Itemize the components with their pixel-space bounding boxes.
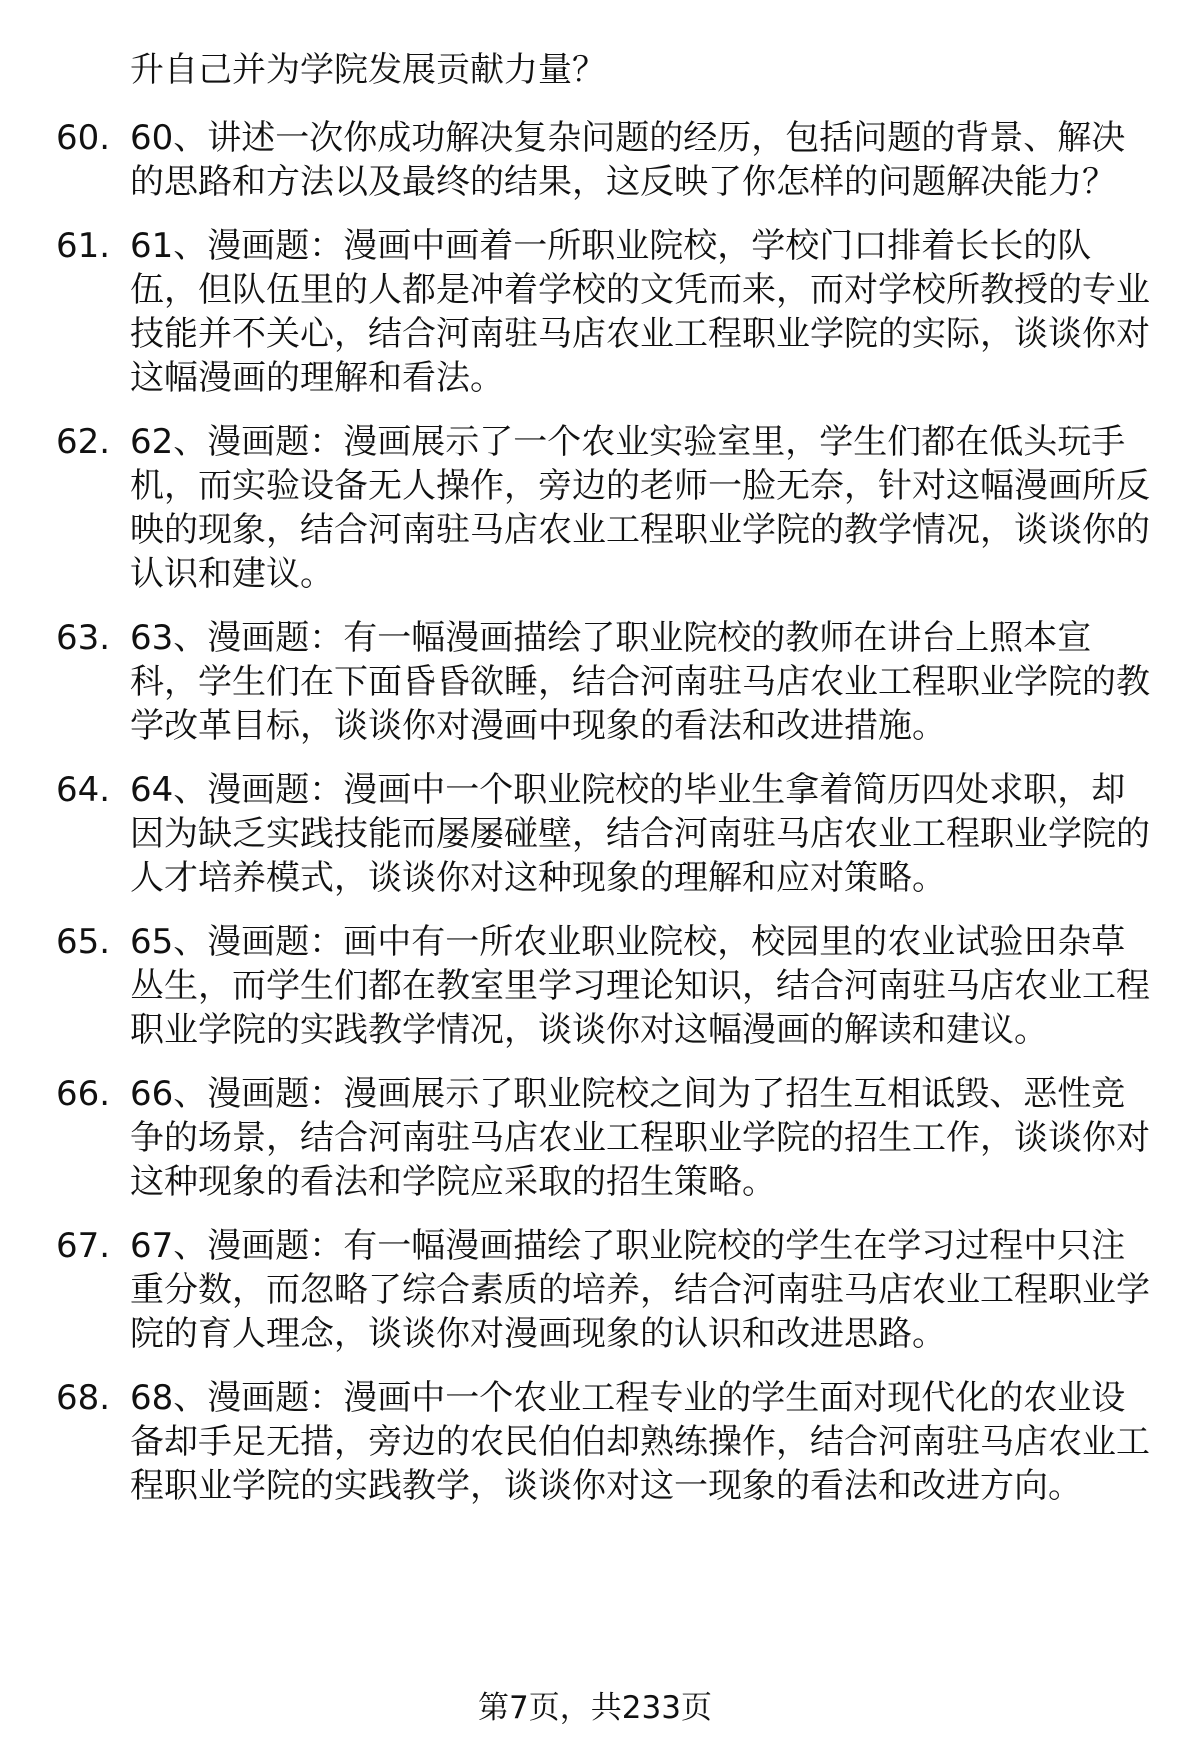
question-text: 66、漫画题：漫画展示了职业院校之间为了招生互相诋毁、恶性竞争的场景，结合河南驻马店农业工程职业学院的招生工作，谈谈你对这种现象的看法和学院应采取的招生策略。 [130, 1074, 1150, 1202]
question-text: 64、漫画题：漫画中一个职业院校的毕业生拿着简历四处求职，却因为缺乏实践技能而屡屡碰壁，结合河南驻马店农业工程职业学院的人才培养模式，谈谈你对这种现象的理解和应对策略。 [130, 770, 1150, 898]
question-number: 68. [56, 1378, 111, 1418]
question-item [0, 1224, 1190, 1356]
question-number: 67. [56, 1226, 111, 1266]
question-number: 62. [56, 422, 111, 462]
question-number: 60. [56, 118, 111, 158]
question-item [0, 768, 1190, 900]
question-item [0, 116, 1190, 204]
question-number: 63. [56, 618, 111, 658]
question-number: 61. [56, 226, 111, 266]
question-list [0, 116, 1190, 1528]
question-text: 60、讲述一次你成功解决复杂问题的经历，包括问题的背景、解决的思路和方法以及最终的结果，这反映了你怎样的问题解决能力？ [130, 118, 1126, 202]
question-text: 62、漫画题：漫画展示了一个农业实验室里，学生们都在低头玩手机，而实验设备无人操作，旁边的老师一脸无奈，针对这幅漫画所反映的现象，结合河南驻马店农业工程职业学院的教学情况，谈谈你的认识和建议。 [130, 422, 1150, 594]
question-item [0, 1072, 1190, 1204]
question-item [0, 1376, 1190, 1508]
question-text: 61、漫画题：漫画中画着一所职业院校，学校门口排着长长的队伍，但队伍里的人都是冲着学校的文凭而来，而对学校所教授的专业技能并不关心，结合河南驻马店农业工程职业学院的实际，谈谈你对这幅漫画的理解和看法。 [130, 226, 1150, 398]
question-number: 65. [56, 922, 111, 962]
question-item [0, 224, 1190, 400]
question-number: 66. [56, 1074, 111, 1114]
question-item [0, 616, 1190, 748]
question-text: 68、漫画题：漫画中一个农业工程专业的学生面对现代化的农业设备却手足无措，旁边的农民伯伯却熟练操作，结合河南驻马店农业工程职业学院的实践教学，谈谈你对这一现象的看法和改进方向。 [130, 1378, 1150, 1506]
question-item [0, 920, 1190, 1052]
question-text: 63、漫画题：有一幅漫画描绘了职业院校的教师在讲台上照本宣科，学生们在下面昏昏欲睡，结合河南驻马店农业工程职业学院的教学改革目标，谈谈你对漫画中现象的看法和改进措施。 [130, 618, 1150, 746]
question-text: 67、漫画题：有一幅漫画描绘了职业院校的学生在学习过程中只注重分数，而忽略了综合素质的培养，结合河南驻马店农业工程职业学院的育人理念，谈谈你对漫画现象的认识和改进思路。 [130, 1226, 1150, 1354]
continued-question-text: 升自己并为学院发展贡献力量？ [130, 50, 606, 90]
question-number: 64. [56, 770, 111, 810]
page-footer: 第7页，共233页 [478, 1690, 712, 1726]
question-item [0, 420, 1190, 596]
question-text: 65、漫画题：画中有一所农业职业院校，校园里的农业试验田杂草丛生，而学生们都在教室里学习理论知识，结合河南驻马店农业工程职业学院的实践教学情况，谈谈你对这幅漫画的解读和建议。 [130, 922, 1150, 1050]
